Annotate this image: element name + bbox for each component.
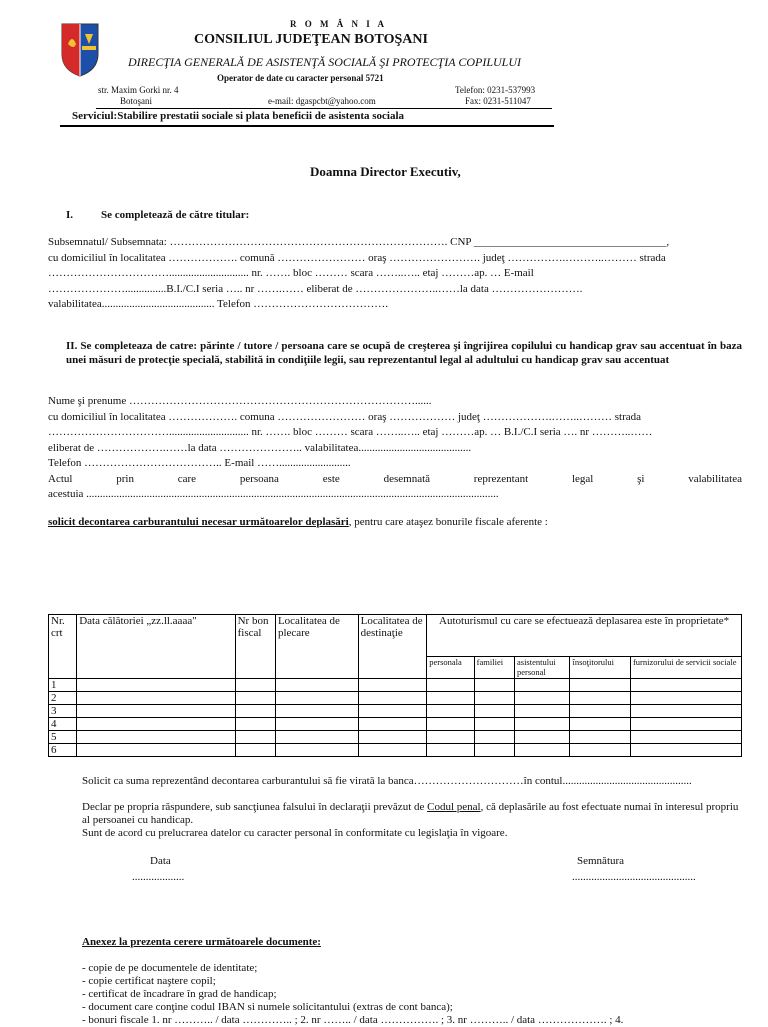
row-number: 2 [49,692,77,705]
date-label: Data [150,855,171,867]
cell-input[interactable] [275,692,358,705]
cell-input[interactable] [570,744,631,757]
section1-line: valabilitatea......................................... Telefon ………………………………. [48,298,388,310]
header-data-label: Data călătoriei „zz.ll.aaaa" [79,615,197,627]
request-underlined: solicit decontarea carburantului necesar următoarelor deplasări [48,516,349,528]
cell-input[interactable] [275,718,358,731]
cell-input[interactable] [77,692,235,705]
cell-input[interactable] [275,731,358,744]
cell-input[interactable] [427,705,474,718]
cell-input[interactable] [474,718,514,731]
cell-input[interactable] [235,744,275,757]
address-street: str. Maxim Gorki nr. 4 [98,85,179,95]
header-fax: Fax: 0231-511047 [465,96,531,106]
cell-input[interactable] [235,718,275,731]
cell-input[interactable] [77,718,235,731]
section2-fields [48,394,742,503]
cell-input[interactable] [474,705,514,718]
address-city: Botoşani [120,96,153,106]
cell-input[interactable] [570,705,631,718]
section2-heading [66,340,742,367]
trips-table [48,614,742,757]
directorate-name: DIRECŢIA GENERALĂ DE ASISTENŢĂ SOCIALĂ ŞI PROTECŢIA COPILULUI [128,55,522,69]
cell-input[interactable] [275,679,358,692]
county-crest-icon [60,22,100,78]
header-nr: Nr. crt [49,615,77,679]
cell-input[interactable] [358,679,427,692]
subheader-personala: personala [427,657,474,679]
request-line [48,515,548,531]
country-label: R O M Â N I A [290,19,387,29]
list-item: - copie de pe documentele de identitate; [82,962,258,974]
cell-input[interactable] [570,731,631,744]
cell-input[interactable] [427,679,474,692]
header-divider-thick [60,125,554,127]
cell-input[interactable] [474,692,514,705]
cell-input[interactable] [514,679,569,692]
cell-input[interactable] [514,705,569,718]
section1-heading: Se completează de către titular: [101,209,250,221]
annex-list [82,962,623,1027]
bank-statement: Solicit ca suma reprezentând decontarea carburantului să fie virată la banca…………………………în contul............................................... [82,775,692,787]
cell-input[interactable] [235,679,275,692]
subheader-familiei: familiei [474,657,514,679]
section2-number: II [66,340,75,352]
cell-input[interactable] [358,744,427,757]
cell-input[interactable] [570,692,631,705]
header-data [77,615,235,679]
table-row [49,705,742,718]
cell-input[interactable] [427,744,474,757]
section1-number: I. [66,209,74,221]
signature-label: Semnătura [577,855,625,867]
cell-input[interactable] [235,705,275,718]
cell-input[interactable] [630,718,741,731]
cell-input[interactable] [427,692,474,705]
annex-title: Anexez la prezenta cerere următoarele documente: [82,936,321,948]
subheader-furnizor: furnizorului de servicii sociale [630,657,741,679]
section2-line: acestuia ...................................................................................................................................................... [48,488,499,500]
cell-input[interactable] [77,679,235,692]
cell-input[interactable] [570,679,631,692]
section2-line: Actul prin care persoana este desemnată reprezentant legal şi valabilitatea [48,472,742,485]
header-phone: Telefon: 0231-537993 [455,85,536,95]
cell-input[interactable] [630,744,741,757]
table-row [49,744,742,757]
row-number: 4 [49,718,77,731]
cell-input[interactable] [630,705,741,718]
table-row [49,692,742,705]
cell-input[interactable] [358,705,427,718]
declaration-end: , că deplasările au fost efectuate numai în interesul propriu al persoanei cu handicap. [82,801,739,826]
section1-line: …………………...............B.I./C.I seria ….. nr …….…… eliberat de …………………..……la data ……………………. [48,282,583,295]
signature-dots[interactable]: ............................................. [572,871,696,883]
cell-input[interactable] [570,718,631,731]
date-dots[interactable]: ................... [132,871,185,883]
page-title: Doamna Director Executiv, [310,164,461,179]
cell-input[interactable] [514,744,569,757]
list-item: - document care conţine codul IBAN si numele solicitantului (extras de cont banca); [82,1001,453,1013]
cell-input[interactable] [514,718,569,731]
cell-input[interactable] [630,679,741,692]
cell-input[interactable] [474,731,514,744]
cell-input[interactable] [358,718,427,731]
penal-code-link[interactable]: Codul penal [427,801,481,813]
cell-input[interactable] [235,692,275,705]
council-name: CONSILIUL JUDEŢEAN BOTOŞANI [194,32,428,47]
cell-input[interactable] [630,731,741,744]
header-divider-thin [96,108,552,109]
cell-input[interactable] [358,692,427,705]
list-item: - certificat de încadrare în grad de handicap; [82,988,277,1000]
header-destinatie: Localitatea de destinaţie [358,615,427,679]
cell-input[interactable] [514,731,569,744]
row-number: 3 [49,705,77,718]
cell-input[interactable] [474,679,514,692]
section1-line: ……………………………............................. nr. ……. bloc ……… scara ……..….. etaj ………ap. … E-mail [48,267,534,279]
row-number: 6 [49,744,77,757]
header-email: e-mail: dgaspcbt@yahoo.com [268,96,376,106]
row-number: 5 [49,731,77,744]
cell-input[interactable] [275,744,358,757]
request-rest: , pentru care ataşez bonurile fiscale aferente : [348,516,548,528]
data-consent: Sunt de acord cu prelucrarea datelor cu caracter personal în conformitate cu legislaţia în vigoare. [82,827,508,839]
section2-line: ……………………………............................. nr. ……. bloc ……… scara ……..….. etaj ………ap. … B.I./C.I seria …. nr ………..…… [48,426,653,438]
section2-line: eliberat de ……………….……la data ………………….. valabilitatea......................................... [48,441,472,454]
table-row [49,731,742,744]
operator-label: Operator de date cu caracter personal 5721 [217,73,384,83]
cell-input[interactable] [358,731,427,744]
cell-input[interactable] [427,731,474,744]
cell-input[interactable] [77,731,235,744]
header-group: Autoturismul cu care se efectuează deplasarea este în proprietate* [427,615,742,657]
header-plecare: Localitatea de plecare [275,615,358,679]
table-row [49,718,742,731]
list-item: - bonuri fiscale 1. nr ……….. / data ………….. ; 2. nr …….. / data ……………. ; 3. nr ……….. / data ………………. ; 4. [82,1014,624,1026]
cell-input[interactable] [514,692,569,705]
header-bon: Nr bon fiscal [235,615,275,679]
cell-input[interactable] [77,705,235,718]
section2-line: cu domiciliul în localitatea ………………. comuna …………………… oraş ……………… judeţ ……………….……..……… strada [48,410,642,423]
section2-line: Telefon ……………………………….. E-mail …….......................... [48,457,351,469]
declaration [82,801,742,840]
subheader-insotitor: însoţitorului [570,657,631,679]
service-name: Serviciul:Stabilire prestatii sociale si plata beneficii de asistenta sociala [72,110,405,122]
subheader-asistent: asistentului personal [514,657,569,679]
cell-input[interactable] [474,744,514,757]
section2-line: Nume şi prenume ……………………………………………………………………...... [48,395,432,407]
cell-input[interactable] [235,731,275,744]
section1-line: cu domiciliul în localitatea ………………. comună …………………… oraş ……………………. judeţ …………….………..……… strada [48,251,666,264]
table-row [49,679,742,692]
declaration-start: Declar pe propria răspundere, sub sancţiunea falsului în declaraţii prevăzut de [82,801,428,813]
cell-input[interactable] [427,718,474,731]
list-item: - copie certificat naştere copil; [82,975,216,987]
section1-fields [48,235,742,313]
section2-heading-text: . Se completeaza de catre: părinte / tutore / persoana care se ocupă de creşterea şi îngrijirea copilului cu handicap grav sau accentuat în baza unei măsuri de protecţie specială, stabilită in condiţiile legii, sau reprezentantul legal al adultului cu handicap grav sau accentuat [66,340,742,366]
cell-input[interactable] [630,692,741,705]
section1-line: Subsemnatul/ Subsemnata: …………………………………………………………………. CNP ___________________________________, [48,236,670,248]
cell-input[interactable] [275,705,358,718]
cell-input[interactable] [77,744,235,757]
row-number: 1 [49,679,77,692]
